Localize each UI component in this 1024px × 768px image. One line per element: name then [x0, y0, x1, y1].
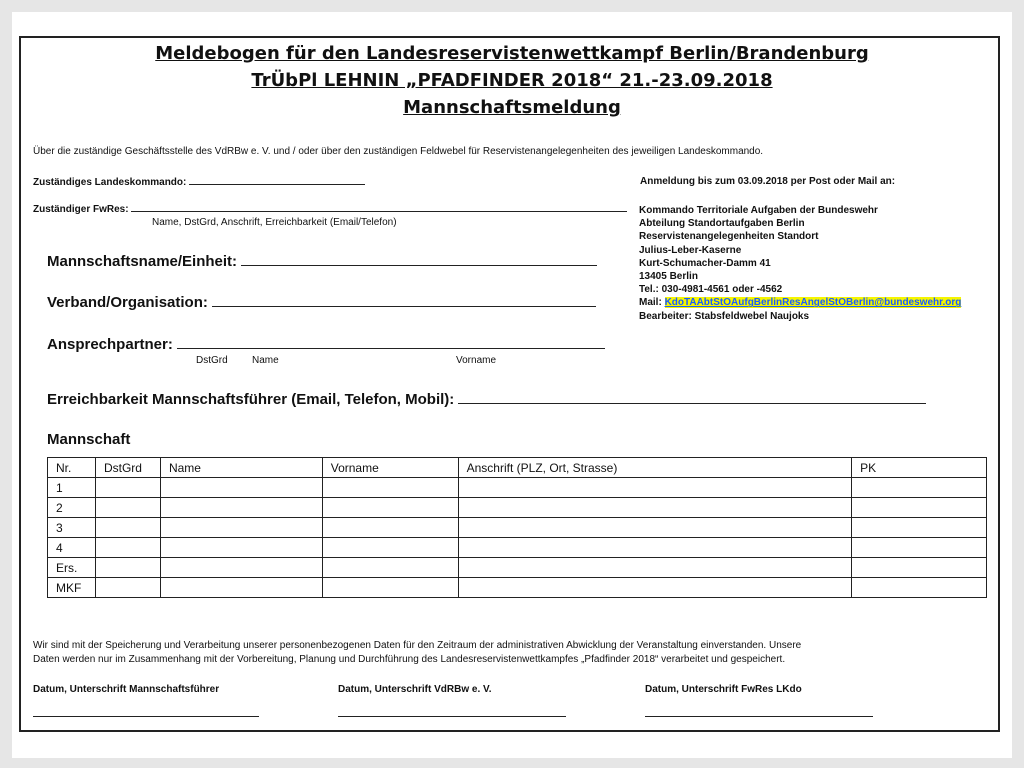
table-row	[48, 478, 987, 498]
landeskommando-line[interactable]	[189, 176, 365, 185]
cell-pk[interactable]	[852, 578, 987, 598]
fwres-line[interactable]	[131, 203, 627, 212]
signature-line-fwres[interactable]	[645, 716, 873, 717]
fwres-field[interactable]	[33, 203, 627, 215]
cell-anschrift[interactable]	[458, 478, 852, 498]
ansprechpartner-label: Ansprechpartner:	[47, 336, 173, 353]
cell-vorname[interactable]	[322, 498, 458, 518]
cell-dstgrd[interactable]	[95, 558, 160, 578]
form-frame	[19, 36, 1000, 732]
cell-anschrift[interactable]	[458, 498, 852, 518]
form-subtitle: TrÜbPl LEHNIN „PFADFINDER 2018“ 21.-23.09.2018	[251, 70, 773, 91]
verband-field[interactable]	[47, 294, 596, 311]
form-heading: Mannschaftsmeldung	[403, 97, 621, 118]
row-number: 4	[48, 538, 96, 558]
anmeldung-deadline: Anmeldung bis zum 03.09.2018 per Post oder Mail an:	[640, 176, 896, 187]
cell-name[interactable]	[160, 498, 322, 518]
header-name: Name	[160, 458, 322, 478]
hint-vorname: Vorname	[456, 355, 497, 366]
header-vorname: Vorname	[322, 458, 458, 478]
cell-name[interactable]	[160, 478, 322, 498]
address-line: Reservistenangelegenheiten Standort	[639, 231, 819, 243]
consent-line-2: Daten werden nur im Zusammenhang mit der Vorbereitung, Planung und Durchführung des Landesreservistenwettkampfes „Pfadfinder 2018“ verarbeitet und gespeichert.	[33, 654, 786, 665]
cell-pk[interactable]	[852, 498, 987, 518]
address-line: 13405 Berlin	[639, 271, 698, 283]
hint-dstgrd: DstGrd	[196, 355, 228, 366]
cell-pk[interactable]	[852, 558, 987, 578]
hint-name: Name	[252, 355, 279, 366]
cell-name[interactable]	[160, 558, 322, 578]
cell-dstgrd[interactable]	[95, 578, 160, 598]
form-title: Meldebogen für den Landesreservistenwettkampf Berlin/Brandenburg	[155, 43, 869, 64]
fwres-hint: Name, DstGrd, Anschrift, Erreichbarkeit (Email/Telefon)	[152, 217, 397, 228]
ansprechpartner-line[interactable]	[177, 336, 605, 349]
mannschaftsname-label: Mannschaftsname/Einheit:	[47, 253, 238, 270]
cell-anschrift[interactable]	[458, 558, 852, 578]
cell-vorname[interactable]	[322, 558, 458, 578]
mannschaftsname-line[interactable]	[241, 253, 597, 266]
cell-name[interactable]	[160, 538, 322, 558]
row-number: 2	[48, 498, 96, 518]
address-block	[639, 204, 961, 323]
fwres-label: Zuständiger FwRes:	[33, 204, 129, 215]
row-number: 1	[48, 478, 96, 498]
address-line: Abteilung Standortaufgaben Berlin	[639, 218, 805, 230]
intro-text: Über die zuständige Geschäftsstelle des VdRBw e. V. und / oder über den zuständigen Feldwebel für Reservistenangelegenheiten des jeweiligen Landeskommando.	[33, 146, 764, 157]
bearbeiter: Bearbeiter: Stabsfeldwebel Naujoks	[639, 310, 810, 322]
address-line: Tel.: 030-4981-4561 oder -4562	[639, 284, 783, 296]
cell-vorname[interactable]	[322, 538, 458, 558]
cell-vorname[interactable]	[322, 578, 458, 598]
mail-label: Mail:	[639, 297, 662, 309]
verband-label: Verband/Organisation:	[47, 294, 208, 311]
address-line: Julius-Leber-Kaserne	[639, 244, 742, 256]
cell-name[interactable]	[160, 578, 322, 598]
table-row	[48, 558, 987, 578]
signature-line-mannschaftsfuehrer[interactable]	[33, 716, 259, 717]
table-header-row	[48, 458, 987, 478]
cell-anschrift[interactable]	[458, 578, 852, 598]
mannschaftsname-field[interactable]	[47, 253, 597, 270]
header-dstgrd: DstGrd	[95, 458, 160, 478]
cell-name[interactable]	[160, 518, 322, 538]
signature-label-mannschaftsfuehrer: Datum, Unterschrift Mannschaftsführer	[33, 684, 220, 695]
signature-line-vdrbw[interactable]	[338, 716, 566, 717]
table-row	[48, 498, 987, 518]
header-nr: Nr.	[48, 458, 96, 478]
row-number: MKF	[48, 578, 96, 598]
consent-line-1: Wir sind mit der Speicherung und Verarbeitung unserer personenbezogenen Daten für den Zeitraum der administrativen Abwicklung der Veranstaltung einverstanden. Unsere	[33, 640, 802, 651]
cell-pk[interactable]	[852, 478, 987, 498]
mail-row	[639, 296, 961, 309]
verband-line[interactable]	[212, 294, 596, 307]
header-anschrift: Anschrift (PLZ, Ort, Strasse)	[458, 458, 852, 478]
mail-link[interactable]: KdoTAAbtStOAufgBerlinResAngelStOBerlin@bundeswehr.org	[664, 297, 962, 309]
table-row	[48, 538, 987, 558]
cell-vorname[interactable]	[322, 518, 458, 538]
table-row	[48, 518, 987, 538]
cell-pk[interactable]	[852, 538, 987, 558]
address-line: Kurt-Schumacher-Damm 41	[639, 257, 771, 269]
team-table	[47, 457, 987, 598]
cell-dstgrd[interactable]	[95, 478, 160, 498]
erreichbarkeit-line[interactable]	[458, 391, 926, 404]
cell-dstgrd[interactable]	[95, 498, 160, 518]
header-pk: PK	[852, 458, 987, 478]
table-row	[48, 578, 987, 598]
row-number: 3	[48, 518, 96, 538]
ansprechpartner-field[interactable]	[47, 336, 605, 353]
team-heading: Mannschaft	[47, 431, 131, 448]
cell-anschrift[interactable]	[458, 518, 852, 538]
cell-pk[interactable]	[852, 518, 987, 538]
landeskommando-field[interactable]	[33, 176, 365, 188]
cell-anschrift[interactable]	[458, 538, 852, 558]
signature-label-vdrbw: Datum, Unterschrift VdRBw e. V.	[338, 684, 492, 695]
erreichbarkeit-field[interactable]	[47, 391, 926, 408]
erreichbarkeit-label: Erreichbarkeit Mannschaftsführer (Email, Telefon, Mobil):	[47, 391, 455, 408]
cell-vorname[interactable]	[322, 478, 458, 498]
address-line: Kommando Territoriale Aufgaben der Bundeswehr	[639, 205, 878, 216]
cell-dstgrd[interactable]	[95, 538, 160, 558]
signature-label-fwres: Datum, Unterschrift FwRes LKdo	[645, 684, 802, 695]
landeskommando-label: Zuständiges Landeskommando:	[33, 177, 187, 188]
row-number: Ers.	[48, 558, 96, 578]
cell-dstgrd[interactable]	[95, 518, 160, 538]
